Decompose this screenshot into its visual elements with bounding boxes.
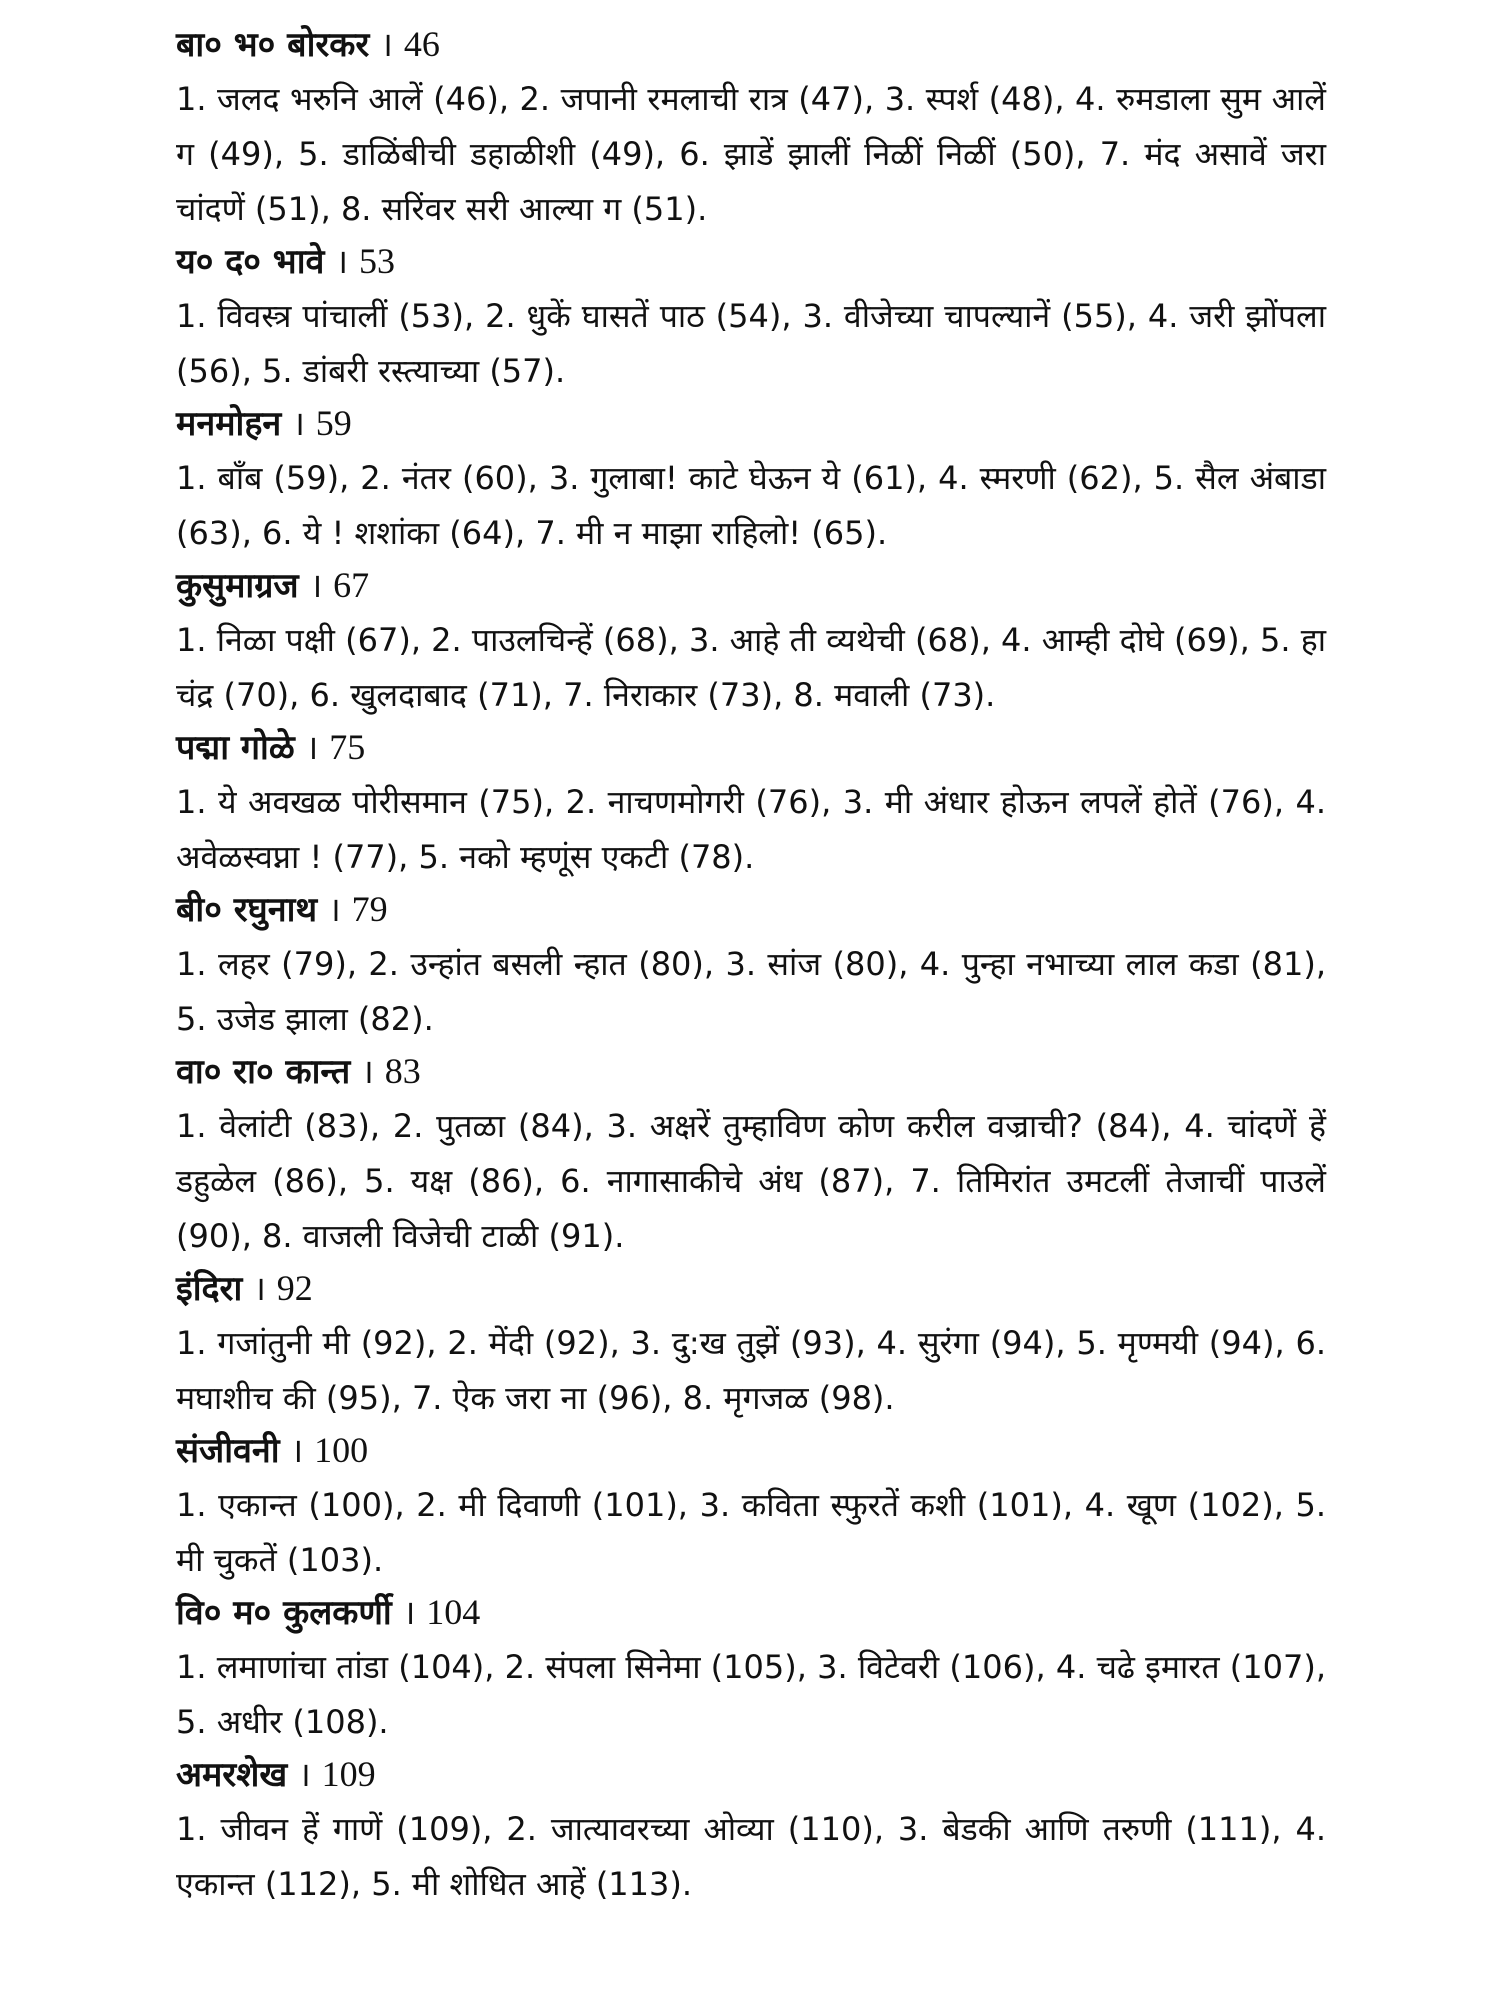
poem-list: 1. एकान्त (100), 2. मी दिवाणी (101), 3. कविता स्फुरतें कशी (101), 4. खूण (102), 5. मी चुकतें (103). <box>176 1486 1326 1579</box>
poet-heading <box>176 1428 1326 1472</box>
separator: । <box>335 242 349 282</box>
page-number: 53 <box>358 241 395 281</box>
poet-name: बी० रघुनाथ <box>176 890 318 930</box>
poem-list: 1. लमाणांचा तांडा (104), 2. संपला सिनेमा (105), 3. विटेवरी (106), 4. चढे इमारत (107), 5. अधीर (108). <box>176 1648 1326 1741</box>
poet-heading <box>176 1266 1326 1310</box>
page-number: 83 <box>384 1051 421 1091</box>
page-number: 75 <box>329 727 366 767</box>
poet-name: अमरशेख <box>176 1755 288 1795</box>
poet-entry-kant <box>176 1049 1326 1264</box>
poet-name: मनमोहन <box>176 404 282 444</box>
poet-entry-borkar <box>176 22 1326 237</box>
separator: । <box>297 1755 311 1795</box>
page-number: 59 <box>315 403 352 443</box>
contents-page <box>176 22 1326 1914</box>
poet-name: पद्मा गोळे <box>176 728 295 768</box>
separator: । <box>290 1431 304 1471</box>
poet-heading <box>176 1049 1326 1093</box>
separator: । <box>380 25 394 65</box>
poet-name: संजीवनी <box>176 1431 280 1471</box>
poem-list: 1. निळा पक्षी (67), 2. पाउलचिन्हें (68), 3. आहे ती व्यथेची (68), 4. आम्ही दोघे (69), 5. हा चंद्र (70), 6. खुलदाबाद (71), 7. निराकार (73), 8. मवाली (73). <box>176 621 1326 714</box>
poet-name: वा० रा० कान्त <box>176 1052 351 1092</box>
poet-entry-manmohan <box>176 401 1326 561</box>
poet-entry-padma-gole <box>176 725 1326 885</box>
poet-entry-kusumagraj <box>176 563 1326 723</box>
poet-name: य० द० भावे <box>176 242 325 282</box>
poet-entry-raghunath <box>176 887 1326 1047</box>
separator: । <box>361 1052 374 1092</box>
poet-heading <box>176 563 1326 607</box>
poem-list: 1. विवस्त्र पांचालीं (53), 2. धुकें घासतें पाठ (54), 3. वीजेच्या चापल्यानें (55), 4. जरी झोंपला (56), 5. डांबरी रस्त्याच्या (57). <box>176 297 1326 390</box>
separator: । <box>253 1269 266 1309</box>
poem-list: 1. जलद भरुनि आलें (46), 2. जपानी रमलाची रात्र (47), 3. स्पर्श (48), 4. रुमडाला सुम आलें ग (49), 5. डाळिंबीची डहाळीशी (49), 6. झाडें झालीं निळीं निळीं (50), 7. मंद असावें जरा चांदणें (51), 8. सरिंवर सरी आल्या ग (51). <box>176 80 1326 228</box>
separator: । <box>305 728 319 768</box>
page-number: 100 <box>314 1430 369 1470</box>
poet-entry-bhave <box>176 239 1326 399</box>
page-number: 46 <box>403 24 440 64</box>
separator: । <box>309 566 323 606</box>
poet-entry-indira <box>176 1266 1326 1426</box>
poet-name: इंदिरा <box>176 1269 243 1309</box>
separator: । <box>292 404 305 444</box>
poem-list: 1. जीवन हें गाणें (109), 2. जात्यावरच्या ओव्या (110), 3. बेडकी आणि तरुणी (111), 4. एकान्त (112), 5. मी शोधित आहें (113). <box>176 1810 1326 1903</box>
poet-entry-kulkarni <box>176 1590 1326 1750</box>
poet-entry-sanjivani <box>176 1428 1326 1588</box>
poet-heading <box>176 887 1326 931</box>
page-number: 79 <box>351 889 388 929</box>
page-number: 92 <box>276 1268 313 1308</box>
poem-list: 1. बॉंब (59), 2. नंतर (60), 3. गुलाबा! काटे घेऊन ये (61), 4. स्मरणी (62), 5. सैल अंबाडा (63), 6. ये ! शशांका (64), 7. मी न माझा राहिलो! (65). <box>176 459 1326 552</box>
poet-entry-amarshekh <box>176 1752 1326 1912</box>
poet-heading <box>176 22 1326 66</box>
poem-list: 1. गजांतुनी मी (92), 2. मेंदी (92), 3. दु:ख तुझें (93), 4. सुरंगा (94), 5. मृण्मयी (94), 6. मघाशीच की (95), 7. ऐक जरा ना (96), 8. मृगजळ (98). <box>176 1324 1326 1417</box>
poet-name: कुसुमाग्रज <box>176 566 299 606</box>
poem-list: 1. लहर (79), 2. उन्हांत बसली न्हात (80), 3. सांज (80), 4. पुन्हा नभाच्या लाल कडा (81), 5. उजेड झाला (82). <box>176 945 1326 1038</box>
separator: । <box>327 890 341 930</box>
poem-list: 1. वेलांटी (83), 2. पुतळा (84), 3. अक्षरें तुम्हाविण कोण करील वज्राची? (84), 4. चांदणें हें डहुळेल (86), 5. यक्ष (86), 6. नागासाकीचे अंध (87), 7. तिमिरांत उमटलीं तेजाचीं पाउलें (90), 8. वाजली विजेची टाळी (91). <box>176 1107 1326 1255</box>
page-number: 67 <box>333 565 370 605</box>
poet-heading <box>176 1752 1326 1796</box>
poet-heading <box>176 1590 1326 1634</box>
poet-name: बा० भ० बोरकर <box>176 25 370 65</box>
poet-heading <box>176 725 1326 769</box>
separator: । <box>402 1593 416 1633</box>
poem-list: 1. ये अवखळ पोरीसमान (75), 2. नाचणमोगरी (76), 3. मी अंधार होऊन लपलें होतें (76), 4. अवेळस्वप्ना ! (77), 5. नको म्हणूंस एकटी (78). <box>176 783 1326 876</box>
poet-heading <box>176 239 1326 283</box>
poet-heading <box>176 401 1326 445</box>
poet-name: वि० म० कुलकर्णी <box>176 1593 392 1633</box>
page-number: 109 <box>321 1754 376 1794</box>
page-number: 104 <box>426 1592 481 1632</box>
